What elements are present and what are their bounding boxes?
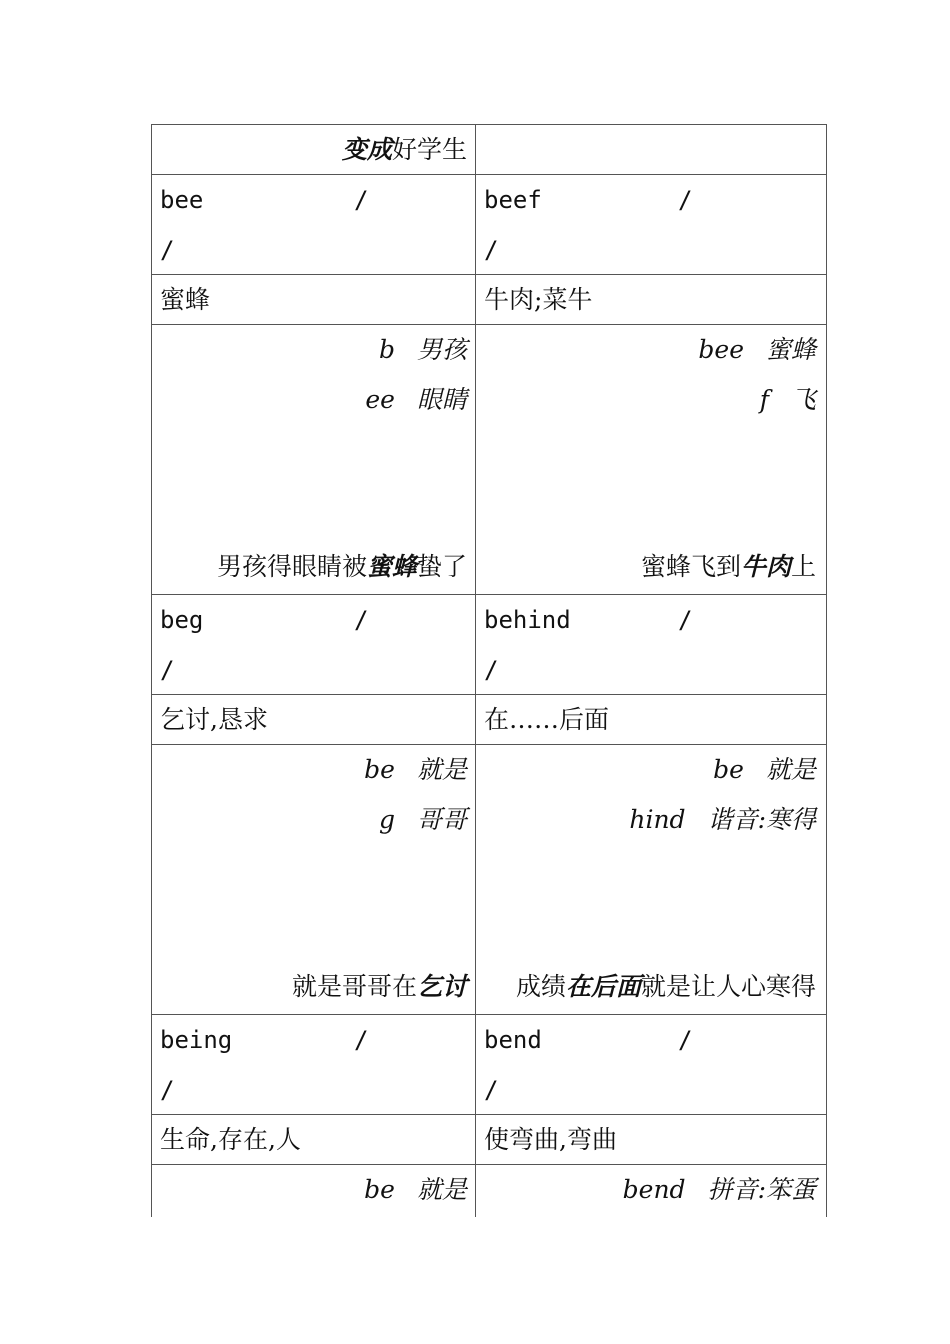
- word-cell: [476, 175, 824, 274]
- meaning-cell: 蜜蜂: [152, 275, 476, 324]
- mnemonic-row: [152, 325, 826, 595]
- word-row: [152, 175, 826, 275]
- mnemonic-cell: [152, 745, 476, 1014]
- meaning-cell: 在……后面: [484, 705, 610, 734]
- table-title: [152, 125, 476, 174]
- meaning-cell: 生命,存在,人: [152, 1115, 476, 1164]
- word-part: b: [378, 335, 395, 364]
- word-part-gloss: 就是: [765, 755, 816, 784]
- word-row: [152, 1015, 826, 1115]
- word-part: g: [378, 805, 395, 834]
- word-part-gloss: 就是: [416, 1175, 467, 1204]
- word: being: [160, 1026, 233, 1054]
- phonetic-open: /: [678, 186, 693, 214]
- phonetic-open: /: [354, 186, 369, 214]
- phonetic-close: /: [160, 656, 175, 684]
- title-bold: 变成: [341, 135, 392, 164]
- word-part-gloss: 哥哥: [416, 805, 467, 834]
- meaning-row: [152, 695, 826, 745]
- word-part: be: [713, 755, 744, 784]
- mnemonic-story: 男孩得眼睛被蜜蜂蛰了: [216, 552, 467, 581]
- phonetic-open: /: [678, 606, 693, 634]
- mnemonic-cell: [476, 325, 824, 594]
- word: bend: [484, 1026, 542, 1054]
- story-keyword: 牛肉: [740, 552, 791, 581]
- word: behind: [484, 606, 571, 634]
- word-part-gloss: 谐音:寒得: [707, 805, 816, 834]
- title-rest: 好学生: [391, 135, 467, 164]
- word-part: f: [759, 385, 769, 414]
- meaning-cell: 乞讨,恳求: [152, 695, 476, 744]
- word-part: bee: [698, 335, 744, 364]
- word-part-gloss: 拼音:笨蛋: [707, 1175, 816, 1204]
- word-part-gloss: 男孩: [416, 335, 467, 364]
- phonetic-close: /: [160, 236, 175, 264]
- word-part: be: [364, 755, 395, 784]
- phonetic-open: /: [354, 1026, 369, 1054]
- word-cell: [152, 1015, 476, 1114]
- mnemonic-cell: [476, 745, 824, 1014]
- word-part: hind: [629, 805, 686, 834]
- phonetic-open: /: [678, 1026, 693, 1054]
- word-part: bend: [622, 1175, 686, 1204]
- word: beef: [484, 186, 542, 214]
- word-cell: [152, 595, 476, 694]
- phonetic-close: /: [484, 1076, 499, 1104]
- word: bee: [160, 186, 204, 214]
- word-part-gloss: 眼睛: [416, 385, 467, 414]
- vocabulary-table: [151, 124, 827, 1217]
- word-cell: [476, 1015, 824, 1114]
- word-part: be: [364, 1175, 395, 1204]
- phonetic-close: /: [484, 656, 499, 684]
- header-row: [152, 125, 826, 175]
- meaning-cell: 牛肉;菜牛: [484, 285, 593, 314]
- mnemonic-cell: [152, 325, 476, 594]
- word-row: [152, 595, 826, 695]
- mnemonic-story: 成绩在后面就是让人心寒得: [515, 972, 816, 1001]
- story-keyword: 蜜蜂: [366, 552, 417, 581]
- word-part-gloss: 就是: [416, 755, 467, 784]
- word-part: ee: [365, 385, 395, 414]
- meaning-row: [152, 1115, 826, 1165]
- mnemonic-row: [152, 1165, 826, 1217]
- phonetic-close: /: [484, 236, 499, 264]
- word-cell: [476, 595, 824, 694]
- meaning-cell: 使弯曲,弯曲: [484, 1125, 617, 1154]
- mnemonic-story: 蜜蜂飞到牛肉上: [640, 552, 816, 581]
- mnemonic-row: [152, 745, 826, 1015]
- word-part-gloss: 蜜蜂: [765, 335, 816, 364]
- story-keyword: 乞讨: [416, 972, 467, 1001]
- word-part-gloss: 飞: [790, 385, 816, 414]
- header-empty-cell: [476, 125, 824, 174]
- mnemonic-cell: [476, 1165, 824, 1217]
- story-keyword: 在后面: [565, 972, 641, 1001]
- phonetic-close: /: [160, 1076, 175, 1104]
- meaning-row: [152, 275, 826, 325]
- phonetic-open: /: [354, 606, 369, 634]
- mnemonic-cell: [152, 1165, 476, 1217]
- word: beg: [160, 606, 204, 634]
- word-cell: [152, 175, 476, 274]
- mnemonic-story: 就是哥哥在乞讨: [291, 972, 467, 1001]
